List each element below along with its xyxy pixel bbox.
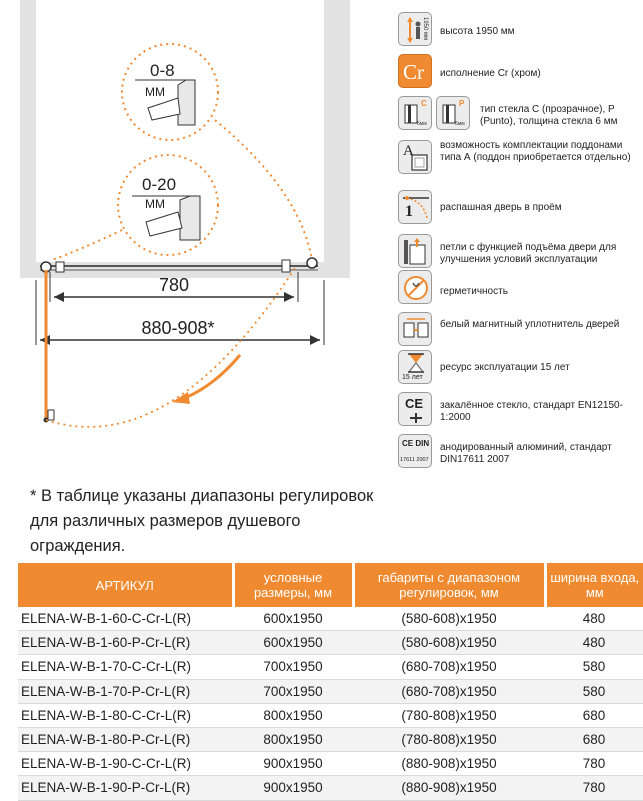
table-row (18, 679, 643, 703)
cell-nominal-size: 600x1950 (233, 607, 353, 631)
col-header-entry-width: ширина входа, мм (545, 563, 643, 607)
table-header-row (18, 563, 643, 607)
hinge-right (307, 258, 317, 268)
cell-adjust-range: (580-608)x1950 (353, 631, 545, 655)
table-row (18, 703, 643, 727)
feature-lift-hinge-text: петли с функцией подъёма двери для улучшения условий эксплуатации (440, 242, 617, 265)
note-line-1: * В таблице указаны диапазоны регулировок (30, 487, 374, 505)
feature-magnetic-seal-text: белый магнитный уплотнитель дверей (440, 319, 620, 330)
glass-thickness-label-p: 6мм (455, 121, 465, 127)
cell-entry-width: 680 (545, 703, 643, 727)
feature-chrome-text: исполнение Cr (хром) (440, 68, 541, 79)
cell-article: ELENA-W-B-1-90-P-Cr-L(R) (18, 776, 233, 800)
feature-glass-type-text: тип стекла C (прозрачное), P (Punto), толщина стекла 6 мм (480, 104, 618, 127)
ce-din-mark: CE DIN (402, 439, 430, 448)
cell-entry-width: 780 (545, 776, 643, 800)
note-line-2: для различных размеров душевого (30, 512, 301, 530)
detail-top-label: 0-8 (150, 61, 175, 80)
col-header-article: АРТИКУЛ (18, 563, 233, 607)
cell-entry-width: 680 (545, 727, 643, 751)
table-row (18, 655, 643, 679)
inner-dimension-label: 780 (158, 275, 190, 295)
cell-entry-width: 480 (545, 607, 643, 631)
height-icon (398, 12, 432, 46)
cell-adjust-range: (880-908)x1950 (353, 776, 545, 800)
shower-door-diagram (0, 0, 390, 470)
table-row (18, 727, 643, 751)
aluminium-icon (398, 434, 432, 468)
lift-hinge-icon (398, 234, 432, 268)
hourglass-icon-label: 15 лет (402, 374, 423, 381)
cell-entry-width: 480 (545, 631, 643, 655)
glass-type-c-label: C (421, 99, 427, 108)
feature-lifetime-text: ресурс эксплуатации 15 лет (440, 362, 570, 373)
detail-bottom-label: 0-20 (142, 175, 177, 194)
swing-door-icon (398, 190, 432, 224)
tempered-glass-icon (398, 392, 432, 426)
table-row (18, 752, 643, 776)
cell-entry-width: 580 (545, 679, 643, 703)
cell-nominal-size: 700x1950 (233, 655, 353, 679)
cell-article: ELENA-W-B-1-70-C-Cr-L(R) (18, 655, 233, 679)
cell-entry-width: 780 (545, 752, 643, 776)
cell-adjust-range: (680-708)x1950 (353, 679, 545, 703)
col-header-nominal-size: условные размеры, мм (233, 563, 353, 607)
feature-seal-text: герметичность (440, 286, 508, 297)
cell-article: ELENA-W-B-1-80-C-Cr-L(R) (18, 703, 233, 727)
chrome-icon (398, 54, 432, 88)
spec-table (18, 563, 643, 801)
ce-mark: CE (405, 396, 424, 411)
detail-top-unit: ММ (145, 85, 165, 99)
seal-icon (398, 270, 432, 304)
cell-entry-width: 580 (545, 655, 643, 679)
cell-nominal-size: 900x1950 (233, 776, 353, 800)
detail-circle-top (122, 44, 218, 140)
chrome-icon-label: Cr (403, 60, 424, 84)
cell-adjust-range: (780-808)x1950 (353, 727, 545, 751)
glass-type-p-label: P (459, 99, 465, 108)
table-row (18, 631, 643, 655)
feature-tray-text: возможность комплектации поддонами типа А (поддон приобретается отдельно) (440, 140, 631, 163)
swing-door-icon-label: 1 (405, 203, 413, 220)
cell-adjust-range: (580-608)x1950 (353, 607, 545, 631)
magnetic-seal-icon (398, 312, 432, 346)
feature-swing-door-text: распашная дверь в проём (440, 202, 562, 213)
table-row (18, 776, 643, 800)
tray-icon (398, 140, 432, 174)
table-row (18, 607, 643, 631)
height-icon-label: 1950 мм (422, 17, 428, 41)
glass-type-p-icon (436, 96, 470, 130)
cell-nominal-size: 700x1950 (233, 679, 353, 703)
cell-article: ELENA-W-B-1-60-P-Cr-L(R) (18, 631, 233, 655)
cell-nominal-size: 900x1950 (233, 752, 353, 776)
tray-icon-label: A (403, 143, 414, 159)
cell-adjust-range: (880-908)x1950 (353, 752, 545, 776)
cell-adjust-range: (780-808)x1950 (353, 703, 545, 727)
detail-bottom-unit: ММ (145, 197, 165, 211)
note-line-3: ограждения. (30, 537, 126, 555)
feature-aluminium-text: анодированный алюминий, стандарт DIN17611 2007 (440, 442, 612, 465)
feature-tempered-glass-text: закалённое стекло, стандарт EN12150-1:2000 (440, 400, 623, 423)
feature-height-text: высота 1950 мм (440, 26, 515, 37)
glass-thickness-label: 6мм (417, 121, 427, 127)
hourglass-icon (398, 350, 432, 384)
din-number: 17611 2007 (400, 457, 429, 463)
cell-adjust-range: (680-708)x1950 (353, 655, 545, 679)
cell-nominal-size: 800x1950 (233, 727, 353, 751)
glass-type-icon (398, 96, 432, 130)
cell-article: ELENA-W-B-1-70-P-Cr-L(R) (18, 679, 233, 703)
detail-circle-bottom (118, 155, 218, 255)
swing-arrow (185, 355, 240, 398)
col-header-adjust-range: габариты с диапазоном регулировок, мм (353, 563, 545, 607)
adjustment-note (30, 484, 630, 559)
cell-nominal-size: 800x1950 (233, 703, 353, 727)
cell-nominal-size: 600x1950 (233, 631, 353, 655)
cell-article: ELENA-W-B-1-60-C-Cr-L(R) (18, 607, 233, 631)
outer-dimension-label: 880-908* (141, 318, 215, 338)
cell-article: ELENA-W-B-1-90-C-Cr-L(R) (18, 752, 233, 776)
cell-article: ELENA-W-B-1-80-P-Cr-L(R) (18, 727, 233, 751)
